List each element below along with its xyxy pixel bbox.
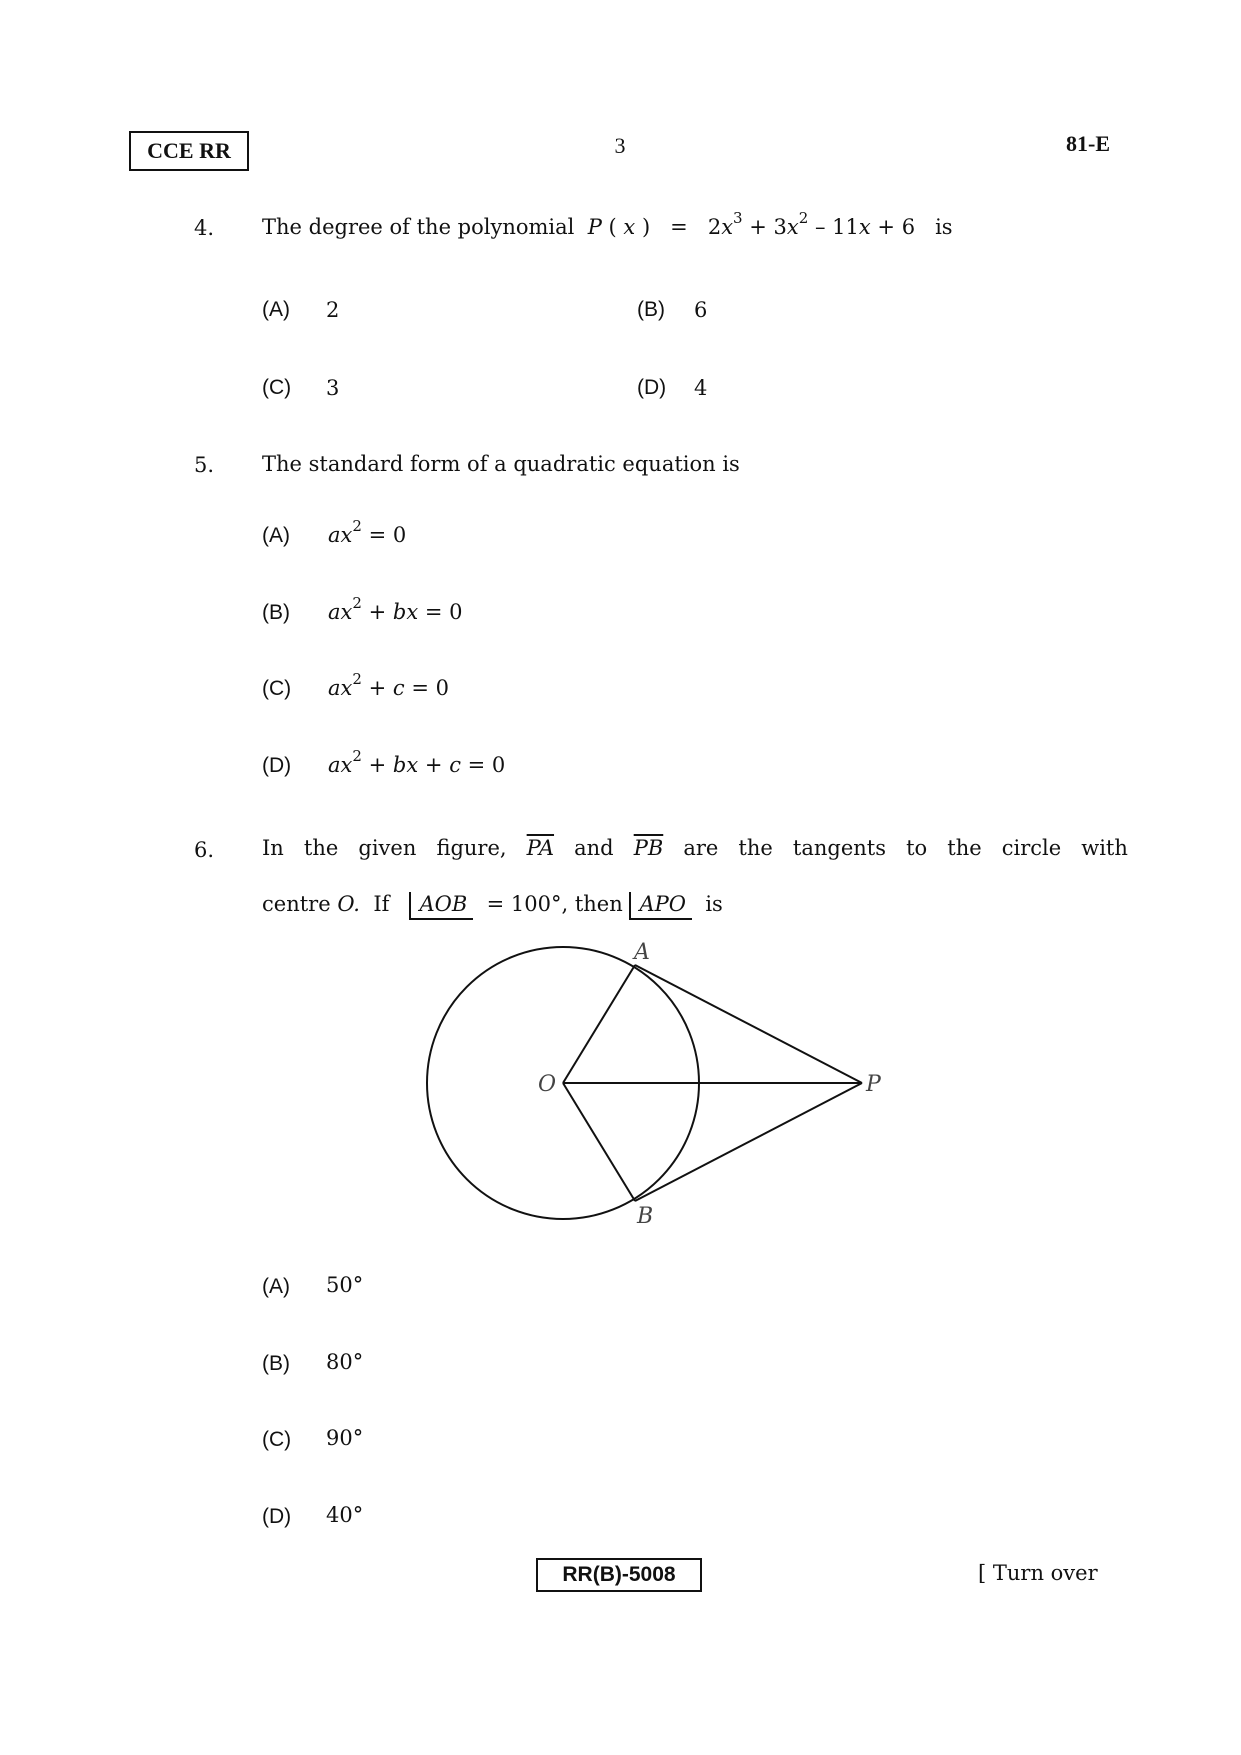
q4-option-c-value: 3 (326, 376, 340, 400)
q4-x: x (623, 215, 636, 239)
q5-text: The standard form of a quadratic equation is (262, 452, 740, 476)
label-b: B (637, 1204, 654, 1229)
label-p: P (866, 1072, 881, 1097)
q4-p: P (587, 215, 602, 239)
q6-option-d-label[interactable]: (D) (262, 1505, 292, 1528)
q5-option-b-value: $ax^2$ + bx = 0 (328, 594, 463, 624)
q6-line1: In the given figure, $\overline{PA}$ and $\overline{PB}$ are the tangents to the circle with (262, 836, 1128, 860)
angle-aob: AOB (409, 892, 473, 920)
page-number: 3 (614, 133, 626, 158)
q6-option-b-value: 80° (326, 1350, 364, 1374)
segment-pa: $\overline{PA}$ (526, 836, 555, 860)
q4-option-d-value: 4 (694, 376, 708, 400)
label-o: O (538, 1072, 557, 1097)
tangent-figure (400, 930, 920, 1230)
segment-pb: $\overline{PB}$ (633, 836, 664, 860)
q4-option-b-value: 6 (694, 298, 708, 322)
q5-option-d-label[interactable]: (D) (262, 754, 292, 777)
q4-option-a-value: 2 (326, 298, 340, 322)
tangent-pa (635, 965, 862, 1083)
q4-option-d-label[interactable]: (D) (637, 376, 667, 399)
paper-code: 81-E (1066, 131, 1110, 156)
radius-ob (563, 1083, 635, 1201)
q4-suffix: is (935, 215, 953, 239)
q6-option-b-label[interactable]: (B) (262, 1352, 290, 1375)
tangent-pb (635, 1083, 862, 1201)
q4-text: The degree of the polynomial P ( x ) = $2x^3 + 3x^2 - 11x + 6$ is (262, 209, 953, 239)
radius-oa (563, 965, 635, 1083)
q5-option-d-value: $ax^2$ + bx + c = 0 (328, 747, 506, 777)
q5-option-a-label[interactable]: (A) (262, 524, 290, 547)
q6-option-a-label[interactable]: (A) (262, 1275, 290, 1298)
q5-option-c-label[interactable]: (C) (262, 677, 292, 700)
q4-number: 4. (194, 216, 215, 240)
q4-text-lead: The degree of the polynomial (262, 215, 575, 239)
q6-line2: centre O. If AOB = 100°, then APO is (262, 892, 723, 916)
q5-option-b-label[interactable]: (B) (262, 601, 290, 624)
footer-code-box: RR(B)-5008 (536, 1558, 702, 1592)
q4-option-c-label[interactable]: (C) (262, 376, 292, 399)
q5-option-a-value: $ax^2 = 0$ (328, 517, 407, 547)
q5-option-c-value: $ax^2 + c = 0$ (328, 670, 449, 700)
q4-eq: = (670, 215, 688, 239)
q6-option-a-value: 50° (326, 1273, 364, 1297)
label-a: A (634, 940, 650, 965)
q4-polynomial: $2x^3 + 3x^2 - 11x + 6$ (707, 209, 916, 239)
angle-apo: APO (629, 892, 692, 920)
q4-option-b-label[interactable]: (B) (637, 298, 665, 321)
q5-number: 5. (194, 453, 215, 477)
header-subject-box: CCE RR (129, 131, 249, 171)
turn-over-note: [ Turn over (978, 1561, 1098, 1585)
q6-option-d-value: 40° (326, 1503, 364, 1527)
q6-number: 6. (194, 838, 215, 862)
q6-option-c-value: 90° (326, 1426, 364, 1450)
q6-option-c-label[interactable]: (C) (262, 1428, 292, 1451)
q4-option-a-label[interactable]: (A) (262, 298, 290, 321)
